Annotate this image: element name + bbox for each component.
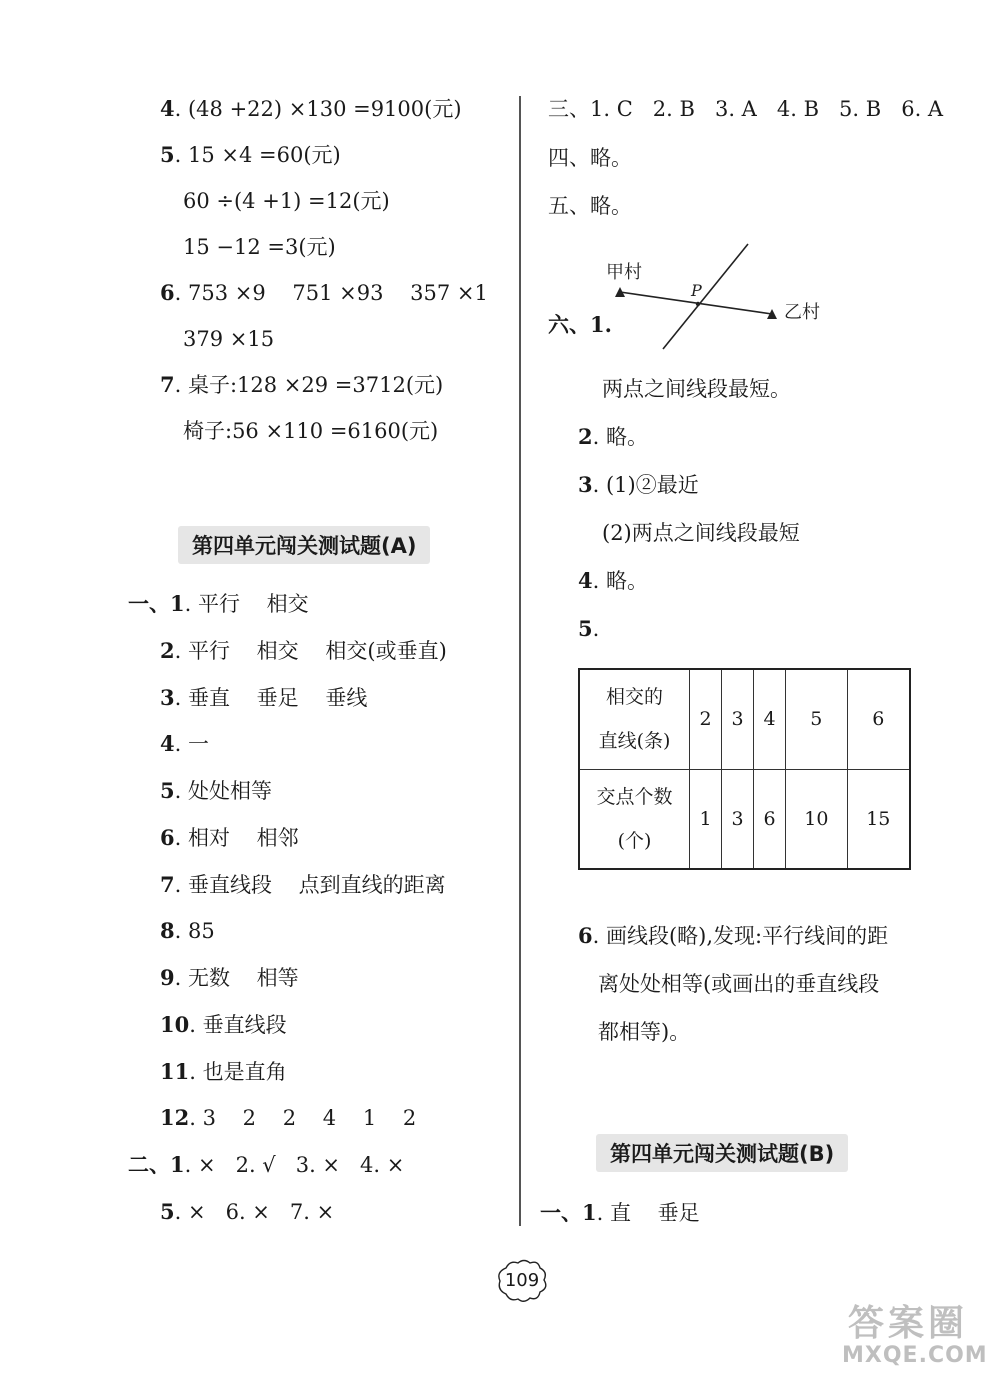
table-row-2-label: 交点个数 (个) [579, 769, 690, 869]
left-line-7: 7. 桌子:128 ×29 =3712(元) [160, 372, 444, 397]
sec-a-item-4: 4. 一 [160, 731, 209, 756]
point-p-dot [696, 302, 700, 306]
sec-a-item-10: 10. 垂直线段 [160, 1012, 287, 1037]
page-number: 109 [494, 1258, 550, 1304]
right-q6-label: 六、1. [548, 312, 612, 337]
sec-a-item-7: 7. 垂直线段 点到直线的距离 [160, 872, 446, 897]
table-cell: 1 [690, 769, 722, 869]
sec-a-item-14: 5. × 6. × 7. × [160, 1199, 335, 1224]
left-line-1: 4. (48 +22) ×130 =9100(元) [160, 96, 462, 121]
table-cell: 6 [847, 669, 910, 769]
village-diagram [600, 240, 820, 355]
table-cell: 4 [754, 669, 786, 769]
sec-b-item-1: 一、1. 直 垂足 [540, 1200, 700, 1225]
right-q5: 五、略。 [548, 194, 632, 218]
left-line-6: 379 ×15 [183, 327, 275, 351]
section-a-title: 第四单元闯关测试题(A) [178, 526, 430, 564]
table-cell: 5 [786, 669, 848, 769]
left-line-5: 6. 753 ×9 751 ×93 357 ×1 [160, 280, 488, 305]
village-b-label: 乙村 [784, 302, 820, 323]
table-cell: 15 [847, 769, 910, 869]
sec-a-item-6: 6. 相对 相邻 [160, 825, 299, 850]
table-cell: 2 [690, 669, 722, 769]
right-q4: 四、略。 [548, 146, 632, 170]
sec-a-item-8: 8. 85 [160, 918, 215, 943]
table-cell: 10 [786, 769, 848, 869]
right-item-6: 6. 画线段(略),发现:平行线间的距 [578, 923, 889, 948]
left-line-2: 5. 15 ×4 =60(元) [160, 142, 341, 167]
right-q6-1-answer: 两点之间线段最短。 [602, 377, 791, 401]
table-row [579, 769, 910, 869]
right-item-5: 5. [578, 616, 600, 641]
sec-a-item-13: 二、1. × 2. √ 3. × 4. × [128, 1152, 405, 1177]
village-a-label: 甲村 [606, 262, 642, 283]
point-p-label: P [691, 281, 702, 300]
right-item-3-2: (2)两点之间线段最短 [602, 521, 800, 545]
table-row-1-label: 相交的 直线(条) [579, 669, 690, 769]
section-b-title: 第四单元闯关测试题(B) [596, 1134, 848, 1172]
table-cell: 6 [754, 769, 786, 869]
left-line-4: 15 −12 =3(元) [183, 235, 336, 259]
right-item-6-3: 都相等)。 [598, 1020, 691, 1044]
intersecting-line [663, 244, 748, 349]
left-line-8: 椅子:56 ×110 =6160(元) [183, 419, 439, 443]
column-divider [519, 96, 521, 1226]
sec-a-item-3: 3. 垂直 垂足 垂线 [160, 685, 368, 710]
right-q3: 三、1. C 2. B 3. A 4. B 5. B 6. A [548, 97, 944, 121]
right-item-3: 3. (1)②最近 [578, 472, 699, 497]
sec-a-item-1: 一、1. 平行 相交 [128, 591, 309, 616]
sec-a-item-12: 12. 3 2 2 4 1 2 [160, 1105, 417, 1130]
left-line-3: 60 ÷(4 +1) =12(元) [183, 189, 390, 213]
right-item-6-2: 离处处相等(或画出的垂直线段 [598, 972, 880, 996]
sec-a-item-9: 9. 无数 相等 [160, 965, 299, 990]
sec-a-item-5: 5. 处处相等 [160, 778, 272, 803]
sec-a-item-11: 11. 也是直角 [160, 1059, 287, 1084]
sec-a-item-2: 2. 平行 相交 相交(或垂直) [160, 638, 447, 663]
watermark-logo: 答案圈 MXQE.COM [842, 1303, 988, 1368]
right-item-4: 4. 略。 [578, 568, 648, 593]
table-row [579, 669, 910, 769]
table-cell: 3 [722, 669, 754, 769]
intersection-table [578, 668, 911, 870]
table-cell: 3 [722, 769, 754, 869]
right-item-2: 2. 略。 [578, 424, 648, 449]
